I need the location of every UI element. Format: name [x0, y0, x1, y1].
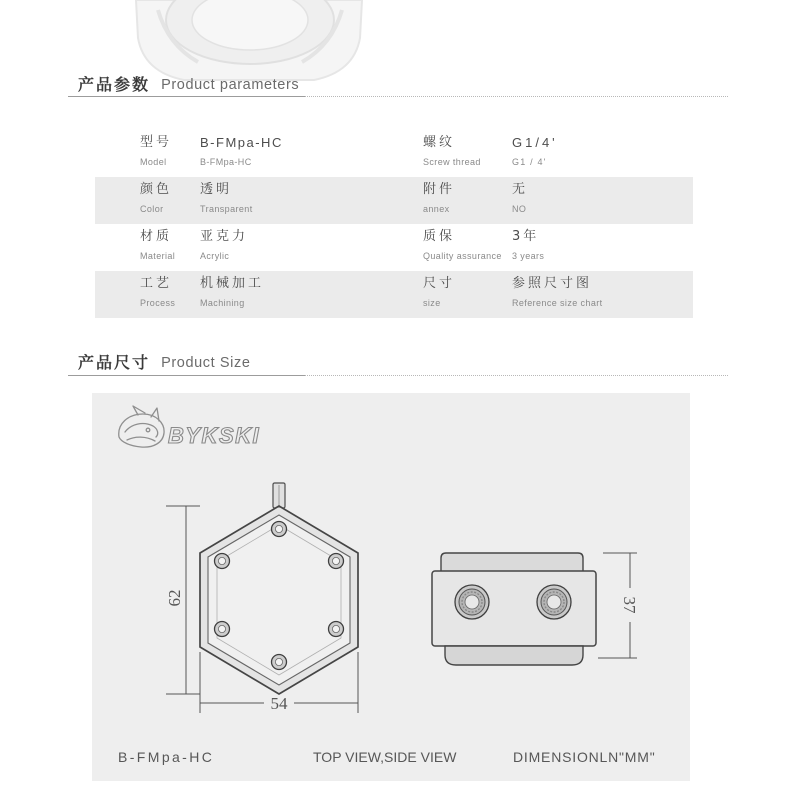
param-value	[512, 271, 692, 318]
screw-icon	[272, 522, 287, 537]
side-view-top-cap	[441, 553, 583, 573]
param-value	[512, 224, 692, 271]
param-value-en: B-FMpa-HC	[200, 157, 252, 167]
param-value	[200, 271, 420, 318]
params-section-title-en: Product parameters	[161, 77, 300, 93]
param-label	[140, 130, 198, 177]
param-label	[423, 130, 511, 177]
param-value	[200, 224, 420, 271]
dimension-width-top-view-label: 54	[270, 694, 288, 713]
param-label	[423, 271, 511, 318]
param-label-en: Material	[140, 251, 176, 261]
param-row-process-size	[95, 271, 693, 318]
param-label-en: Process	[140, 298, 176, 308]
params-section-header	[78, 76, 299, 94]
param-value	[512, 177, 692, 224]
top-view	[200, 483, 358, 694]
param-label-en: Model	[140, 157, 167, 167]
product-photo-faded	[118, 0, 380, 88]
param-label-cn: 型号	[140, 135, 173, 150]
screw-icon	[215, 554, 230, 569]
param-value	[200, 177, 420, 224]
param-label	[423, 177, 511, 224]
param-label	[140, 177, 198, 224]
size-section-header	[78, 354, 251, 372]
caption-views: TOP VIEW,SIDE VIEW	[313, 749, 457, 765]
caption-units: DIMENSIONLN"MM"	[513, 749, 656, 765]
param-label-cn: 工艺	[140, 276, 173, 291]
param-row-material-warranty	[95, 224, 693, 271]
screw-icon	[272, 655, 287, 670]
param-value	[512, 130, 692, 177]
threaded-port-icon	[455, 585, 489, 619]
param-label-en: Quality assurance	[423, 251, 502, 261]
param-value-en: 3 years	[512, 251, 545, 261]
param-label-en: annex	[423, 204, 450, 214]
param-label-en: Color	[140, 204, 164, 214]
param-value-en: Machining	[200, 298, 245, 308]
param-value-cn: 机械加工	[200, 276, 265, 291]
param-value-cn: 透明	[200, 182, 233, 197]
caption-model: B-FMpa-HC	[118, 749, 215, 765]
param-value-en: Reference size chart	[512, 298, 603, 308]
size-section-title-en: Product Size	[161, 355, 251, 371]
dragon-logo-icon	[119, 406, 164, 447]
threaded-port-icon	[537, 585, 571, 619]
param-label-cn: 材质	[140, 229, 173, 244]
param-label	[140, 271, 198, 318]
param-label	[423, 224, 511, 271]
screw-icon	[329, 554, 344, 569]
param-row-color-annex	[95, 177, 693, 224]
logo-wordmark: BYKSKI	[168, 423, 261, 448]
params-section-title-cn: 产品参数	[78, 75, 151, 94]
param-value-cn: 无	[512, 182, 529, 197]
param-label-en: size	[423, 298, 441, 308]
param-value-cn: 3年	[512, 229, 540, 244]
params-table	[95, 130, 693, 318]
dimension-height-side-view-label: 37	[620, 596, 639, 614]
param-value	[200, 130, 420, 177]
bykski-logo	[119, 406, 260, 448]
param-label-cn: 颜色	[140, 182, 173, 197]
param-value-cn: 亚克力	[200, 229, 249, 244]
param-value-en: G1 / 4'	[512, 157, 547, 167]
param-value-en: NO	[512, 204, 527, 214]
param-label-cn: 尺寸	[423, 276, 456, 291]
param-value-cn: B-FMpa-HC	[200, 135, 283, 150]
param-value-en: Transparent	[200, 204, 253, 214]
param-row-model-thread	[95, 130, 693, 177]
screw-icon	[215, 622, 230, 637]
param-value-cn: G1/4'	[512, 135, 558, 150]
param-label-en: Screw thread	[423, 157, 481, 167]
param-value-en: Acrylic	[200, 251, 230, 261]
size-drawing-panel	[92, 393, 690, 781]
side-view	[432, 553, 596, 665]
param-label	[140, 224, 198, 271]
size-section-divider-accent	[68, 375, 305, 376]
param-value-cn: 参照尺寸图	[512, 276, 593, 291]
param-label-cn: 质保	[423, 229, 456, 244]
size-section-title-cn: 产品尺寸	[78, 353, 151, 372]
param-label-cn: 螺纹	[423, 135, 456, 150]
dimension-height-top-view-label: 62	[165, 589, 184, 607]
side-view-bottom-cap	[445, 646, 583, 665]
size-drawing	[92, 393, 690, 781]
screw-icon	[329, 622, 344, 637]
param-label-cn: 附件	[423, 182, 456, 197]
params-section-divider-accent	[68, 96, 305, 97]
